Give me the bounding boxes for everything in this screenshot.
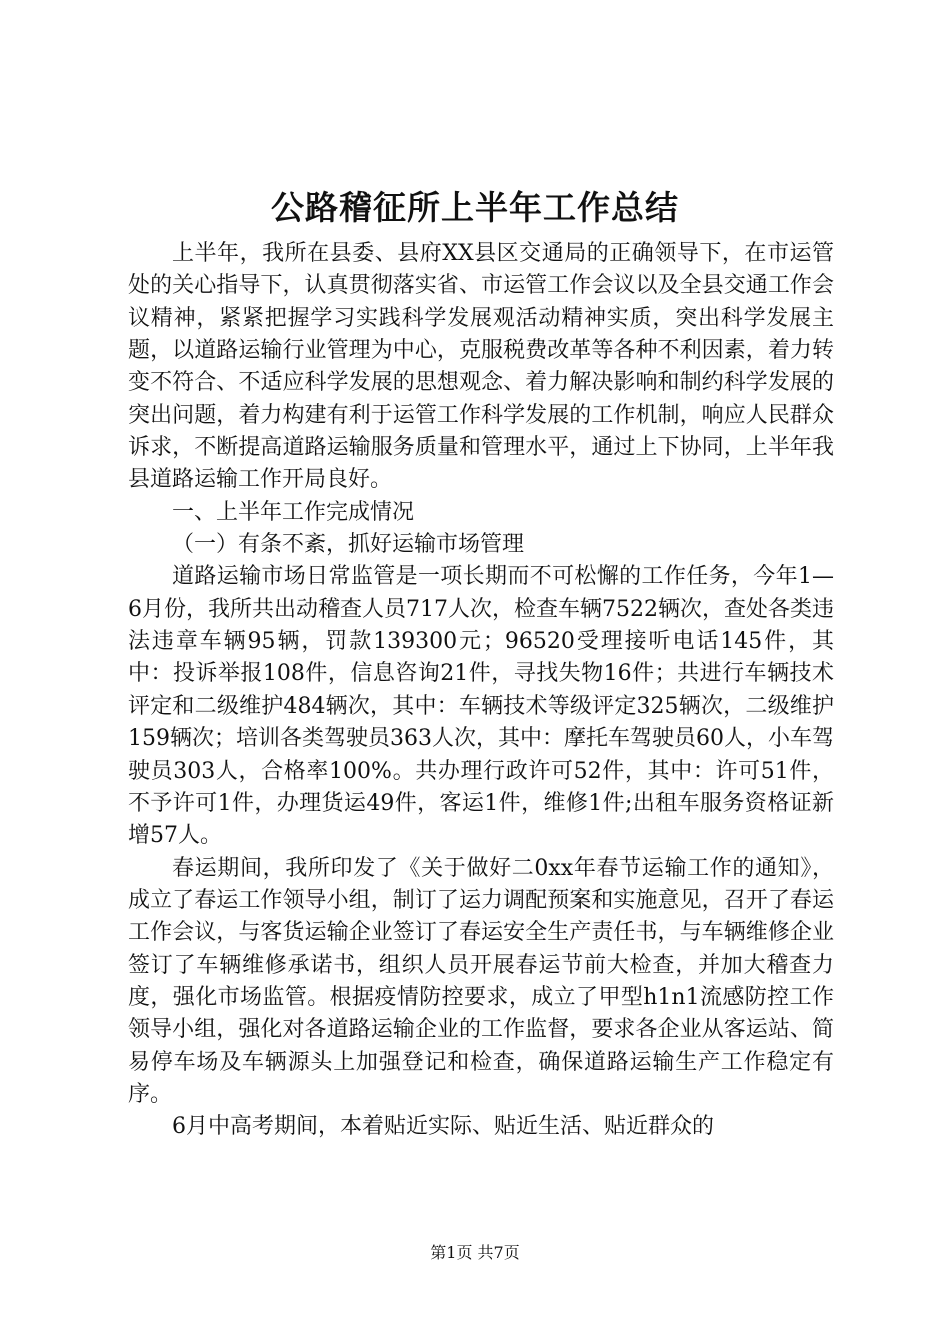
subsection-heading: （一）有条不紊，抓好运输市场管理 <box>172 532 525 558</box>
section-heading: 一、上半年工作完成情况 <box>172 499 415 525</box>
page-footer: 第1页 共7页 <box>430 1243 520 1262</box>
paragraph-market-management: 道路运输市场日常监管是一项长期而不可松懈的工作任务，今年1—6月份，我所共出动稽查人员717人次，检查车辆7522辆次，查处各类违法违章车辆95辆，罚款139300元；96520受理接听电话145件，其中：投诉举报108件，信息咨询21件，寻找失物16件；共进行车辆技术评定和二级维护484辆次，其中：车辆技术等级评定325辆次，二级维护159辆次；培训各类驾驶员363人次，其中：摩托车驾驶员60人，小车驾驶员303人，合格率100%。共办理行政许可52件，其中：许可51件，不予许可1件，办理货运49件，客运1件，维修1件;出租车服务资格证新增57人。 <box>128 564 834 849</box>
document-title: 公路稽征所上半年工作总结 <box>271 188 679 227</box>
paragraph-spring-transport: 春运期间，我所印发了《关于做好二0xx年春节运输工作的通知》，成立了春运工作领导小组，制订了运力调配预案和实施意见，召开了春运工作会议，与客货运输企业签订了春运安全生产责任书，与车辆维修企业签订了车辆维修承诺书，组织人员开展春运节前大检查，并加大稽查力度，强化市场监管。根据疫情防控要求，成立了甲型h1n1流感防控工作领导小组，强化对各道路运输企业的工作监督，要求各企业从客运站、简易停车场及车辆源头上加强登记和检查，确保道路运输生产工作稳定有序。 <box>128 855 834 1107</box>
paragraph-exam-period: 6月中高考期间，本着贴近实际、贴近生活、贴近群众的 <box>172 1114 714 1140</box>
document-body <box>128 238 834 1144</box>
paragraph-intro: 上半年，我所在县委、县府XX县区交通局的正确领导下，在市运管处的关心指导下，认真贯彻落实省、市运管工作会议以及全县交通工作会议精神，紧紧把握学习实践科学发展观活动精神实质，突出科学发展主题，以道路运输行业管理为中心，克服税费改革等各种不利因素，着力转变不符合、不适应科学发展的思想观念、着力解决影响和制约科学发展的突出问题，着力构建有利于运管工作科学发展的工作机制，响应人民群众诉求，不断提高道路运输服务质量和管理水平，通过上下协同，上半年我县道路运输工作开局良好。 <box>128 241 834 493</box>
